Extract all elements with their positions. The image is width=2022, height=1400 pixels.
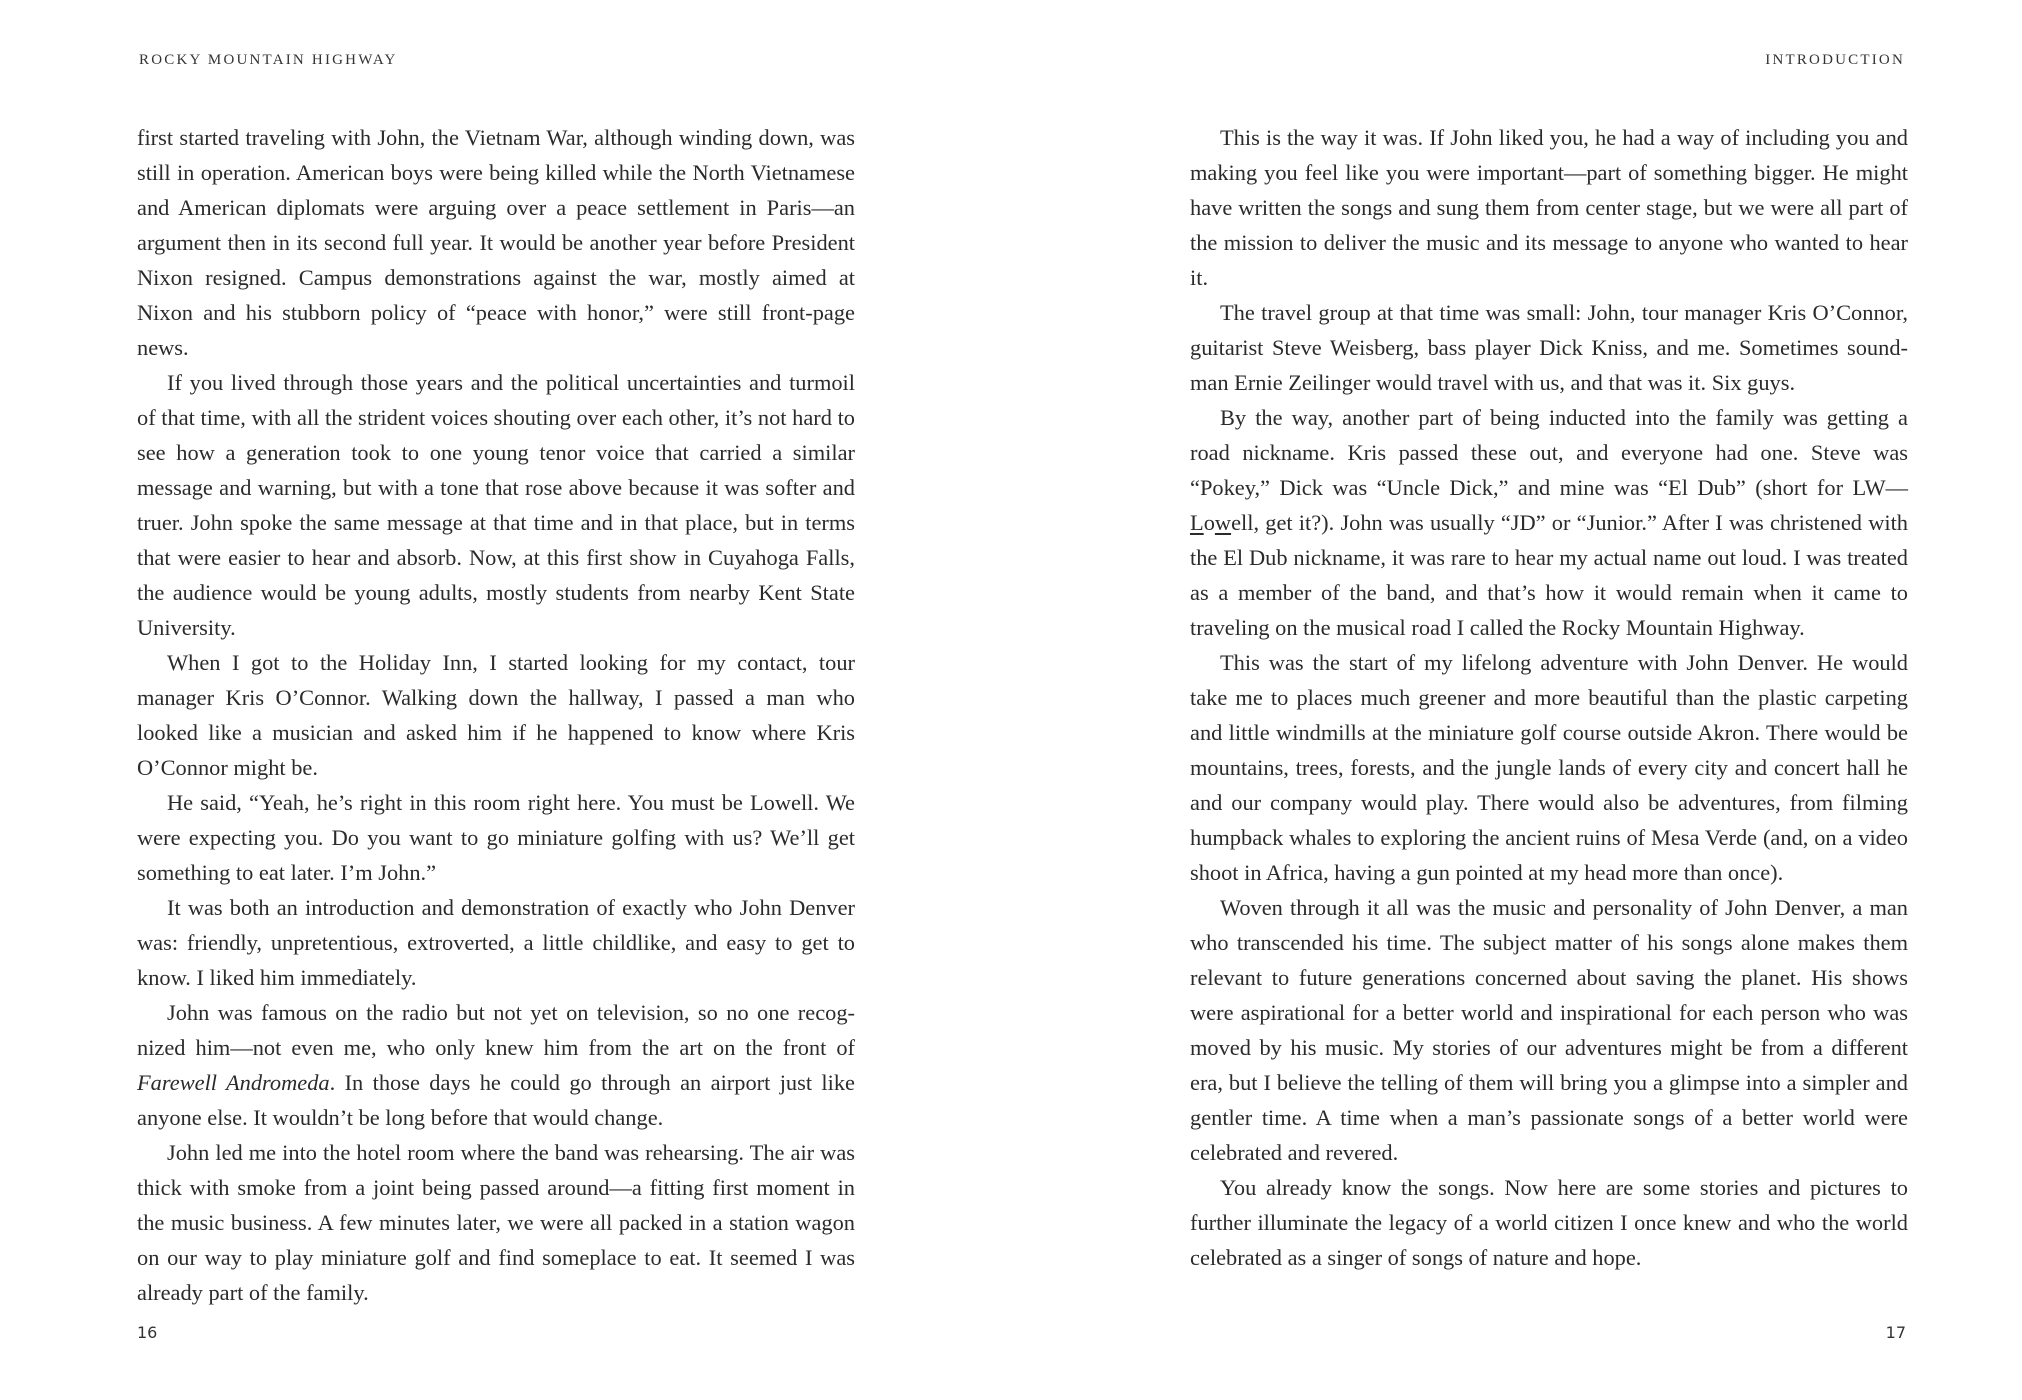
album-title: Farewell Andromeda xyxy=(137,1070,330,1095)
paragraph: It was both an introduction and demonstration of exactly who John Denver was: friendly, unpretentious, extroverted, a little childlike, and easy to get to know. I liked him immediately. xyxy=(137,895,855,990)
page-number: 17 xyxy=(1885,1323,1906,1342)
page-number: 16 xyxy=(137,1323,158,1342)
paragraph: You already know the songs. Now here are some stories and pictures to further illuminate the legacy of a world citizen I once knew and who the world celebrated as a singer of songs of nature and hope. xyxy=(1190,1175,1908,1270)
underlined-letter: L xyxy=(1190,510,1204,535)
paragraph: first started traveling with John, the Vietnam War, although winding down, was still in operation. American boys were being killed while the North Vietnamese and American diplomats were arguing over a peace settlement in Paris—an argument then in its second full year. It would be another year before President Nixon resigned. Campus demonstrations against the war, mostly aimed at Nixon and his stubborn policy of “peace with honor,” were still front-page news. xyxy=(137,125,855,360)
paragraph xyxy=(1190,400,1908,645)
text-run: By the way, another part of being inducted into the family was getting a road nickname. Kris passed these out, and everyone had one. Steve was “Pokey,” Dick was “Uncle Dick,” and mine was “El Dub” (short for LW— xyxy=(1190,405,1908,500)
body-text xyxy=(137,120,855,1310)
text-run: o xyxy=(1203,510,1215,535)
paragraph xyxy=(137,995,855,1135)
right-page xyxy=(1011,0,2022,1400)
underlined-letter: w xyxy=(1214,510,1232,535)
text-run: . In those days he could go through an airport just like anyone else. It wouldn’t be long before that would change. xyxy=(137,1070,855,1130)
paragraph: John led me into the hotel room where the band was rehearsing. The air was thick with smoke from a joint being passed around—a fitting first moment in the music business. A few minutes later, we were all packed in a station wagon on our way to play miniature golf and find someplace to eat. It seemed I was already part of the family. xyxy=(137,1140,855,1305)
text-run: ell, get it?). John was usually “JD” or “Junior.” After I was christened with the El Dub nickname, it was rare to hear my actual name out loud. I was treated as a member of the band, and that’s how it would remain when it came to traveling on the musical road I called the Rocky Mountain Highway. xyxy=(1190,510,1908,640)
paragraph: The travel group at that time was small: John, tour manager Kris O’Connor, guitarist Steve Weisberg, bass player Dick Kniss, and me. Sometimes soundman Ernie Zeilinger would travel with us, and that was it. Six guys. xyxy=(1190,300,1908,395)
paragraph: When I got to the Holiday Inn, I started looking for my contact, tour manager Kris O’Connor. Walking down the hallway, I passed a man who looked like a musician and asked him if he happened to know where Kris O’Connor might be. xyxy=(137,650,855,780)
paragraph: Woven through it all was the music and personality of John Denver, a man who transcended his time. The subject matter of his songs alone makes them relevant to future generations concerned about saving the planet. His shows were aspirational for a better world and inspirational for each person who was moved by his music. My stories of our adventures might be from a different era, but I believe the telling of them will bring you a glimpse into a simpler and gentler time. A time when a man’s passionate songs of a better world were celebrated and revered. xyxy=(1190,895,1908,1165)
paragraph: He said, “Yeah, he’s right in this room right here. You must be Lowell. We were expecting you. Do you want to go miniature golfing with us? We’ll get something to eat later. I’m John.” xyxy=(137,790,855,885)
text-run: John was famous on the radio but not yet on television, so no one recognized him—not even me, who only knew him from the art on the front of xyxy=(137,1000,855,1060)
paragraph: This was the start of my lifelong adventure with John Denver. He would take me to places much greener and more beautiful than the plastic carpeting and little windmills at the miniature golf course outside Akron. There would be mountains, trees, forests, and the jungle lands of every city and concert hall he and our company would play. There would also be adventures, from filming humpback whales to exploring the ancient ruins of Mesa Verde (and, on a video shoot in Africa, having a gun pointed at my head more than once). xyxy=(1190,650,1908,885)
paragraph: This is the way it was. If John liked you, he had a way of including you and making you feel like you were important—part of something bigger. He might have written the songs and sung them from center stage, but we were all part of the mission to deliver the music and its message to anyone who wanted to hear it. xyxy=(1190,125,1908,290)
body-text xyxy=(1190,120,1908,1275)
running-head: ROCKY MOUNTAIN HIGHWAY xyxy=(139,52,398,68)
paragraph: If you lived through those years and the political uncertainties and turmoil of that time, with all the strident voices shouting over each other, it’s not hard to see how a generation took to one young tenor voice that carried a similar message and warning, but with a tone that rose above because it was softer and truer. John spoke the same message at that time and in that place, but in terms that were easier to hear and absorb. Now, at this first show in Cuyahoga Falls, the audience would be young adults, mostly students from nearby Kent State University. xyxy=(137,370,855,640)
running-head: INTRODUCTION xyxy=(1765,52,1905,68)
